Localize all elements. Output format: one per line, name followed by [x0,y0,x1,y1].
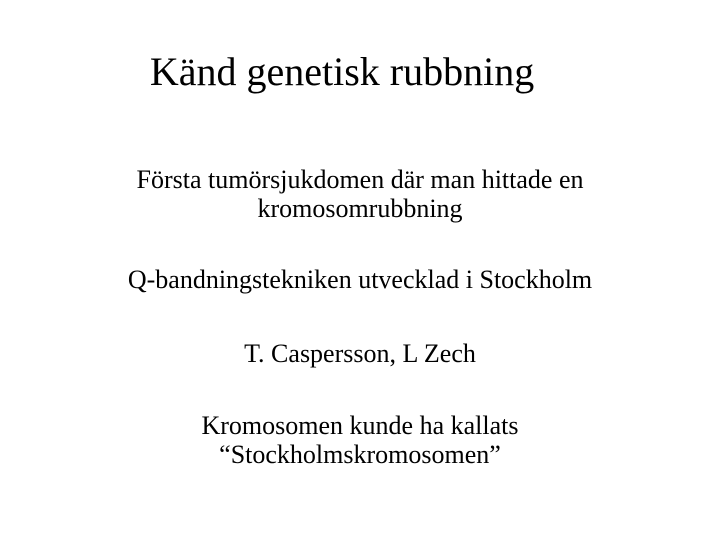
slide-title: Känd genetisk rubbning [149,49,535,94]
paragraph-q-banding: Q-bandningstekniken utvecklad i Stockholm [127,265,593,294]
paragraph-chromosome-name-line-2: “Stockholmskromosomen” [219,440,501,469]
paragraph-chromosome-name-line-1: Kromosomen kunde ha kallats [201,411,519,440]
paragraph-first-tumor-line-2: kromosomrubbning [257,194,463,223]
paragraph-first-tumor-line-1: Första tumörsjukdomen där man hittade en [136,165,584,194]
paragraph-researchers: T. Caspersson, L Zech [244,339,476,368]
